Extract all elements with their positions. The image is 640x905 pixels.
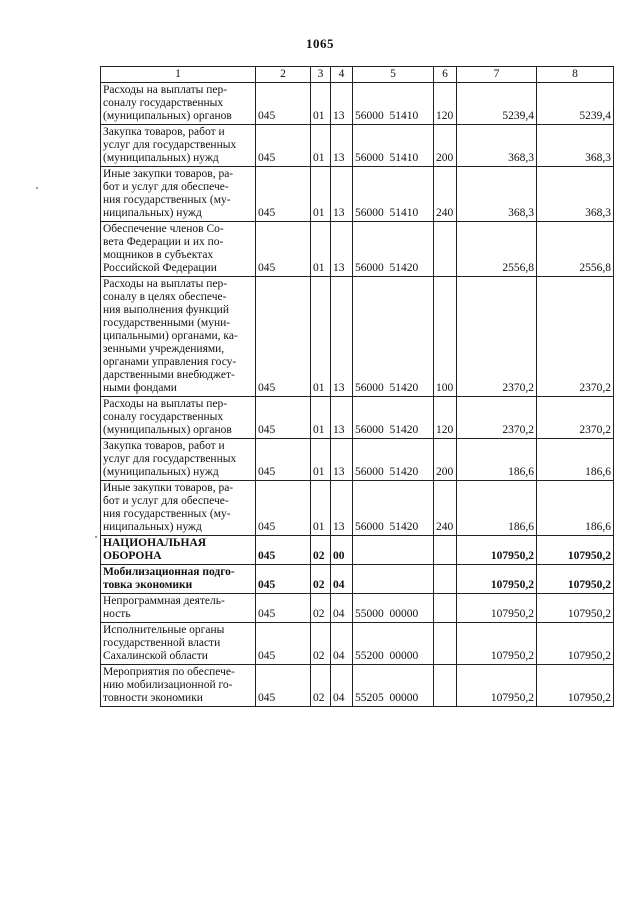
subsection-code-cell: 13 [331,277,353,397]
table-row [101,222,614,277]
amount-cell: 186,6 [537,439,614,481]
subsection-code-cell: 13 [331,125,353,167]
table-row [101,83,614,125]
target-article-cell: 56000 51410 [353,125,434,167]
section-code-cell: 01 [311,125,331,167]
section-code-cell: 01 [311,277,331,397]
expense-type-cell: 200 [434,125,457,167]
amount-cell: 2370,2 [537,277,614,397]
table-row [101,665,614,707]
row-name-cell: Исполнительные органы государственной власти Сахалинской области [101,623,256,665]
row-name-cell: Расходы на выплаты пер- соналу государственных (муниципальных) органов [101,83,256,125]
section-code-cell: 02 [311,665,331,707]
column-header: 5 [353,67,434,83]
target-article-cell: 55200 00000 [353,623,434,665]
target-article-cell: 55000 00000 [353,594,434,623]
row-name-cell: Закупка товаров, работ и услуг для государственных (муниципальных) нужд [101,125,256,167]
expense-type-cell: 240 [434,167,457,222]
section-code-cell: 01 [311,481,331,536]
amount-cell: 2370,2 [457,277,537,397]
grbs-code-cell: 045 [256,594,311,623]
row-name-cell: Расходы на выплаты пер- соналу государственных (муниципальных) органов [101,397,256,439]
subsection-code-cell: 04 [331,594,353,623]
table-row [101,277,614,397]
amount-cell: 2556,8 [537,222,614,277]
target-article-cell: 56000 51410 [353,167,434,222]
amount-cell: 107950,2 [457,565,537,594]
amount-cell: 107950,2 [457,594,537,623]
grbs-code-cell: 045 [256,439,311,481]
section-code-cell: 01 [311,397,331,439]
amount-cell: 5239,4 [537,83,614,125]
section-code-cell: 02 [311,565,331,594]
amount-cell: 107950,2 [537,665,614,707]
target-article-cell: 55205 00000 [353,665,434,707]
table-row [101,623,614,665]
section-code-cell: 01 [311,439,331,481]
expense-type-cell: 120 [434,397,457,439]
grbs-code-cell: 045 [256,481,311,536]
amount-cell: 2370,2 [457,397,537,439]
page-number: 1065 [306,36,334,51]
amount-cell: 368,3 [537,167,614,222]
target-article-cell [353,565,434,594]
row-name-cell: Иные закупки товаров, ра- бот и услуг для обеспече- ния государственных (му- ниципальных) нужд [101,481,256,536]
table-row [101,125,614,167]
target-article-cell: 56000 51420 [353,481,434,536]
expense-type-cell [434,222,457,277]
subsection-code-cell: 13 [331,167,353,222]
amount-cell: 107950,2 [457,536,537,565]
subsection-code-cell: 00 [331,536,353,565]
grbs-code-cell: 045 [256,167,311,222]
amount-cell: 107950,2 [537,565,614,594]
row-name-cell: Иные закупки товаров, ра- бот и услуг для обеспече- ния государственных (му- ниципальных) нужд [101,167,256,222]
table-row [101,565,614,594]
amount-cell: 107950,2 [537,536,614,565]
amount-cell: 368,3 [457,125,537,167]
table-row [101,439,614,481]
column-header: 8 [537,67,614,83]
column-header: 4 [331,67,353,83]
amount-cell: 2556,8 [457,222,537,277]
amount-cell: 107950,2 [537,594,614,623]
row-name-cell: Расходы на выплаты пер- соналу в целях обеспече- ния выполнения функций государственными (муни- ципальными) органами, ка- зенными учреждениями, органами управления госу- дарственными внебюджет- ными фондами [101,277,256,397]
table-row [101,397,614,439]
header-row [101,67,614,83]
grbs-code-cell: 045 [256,565,311,594]
grbs-code-cell: 045 [256,536,311,565]
amount-cell: 368,3 [457,167,537,222]
column-header: 7 [457,67,537,83]
grbs-code-cell: 045 [256,665,311,707]
grbs-code-cell: 045 [256,397,311,439]
expense-type-cell: 200 [434,439,457,481]
grbs-code-cell: 045 [256,125,311,167]
expense-type-cell: 240 [434,481,457,536]
expense-type-cell [434,536,457,565]
target-article-cell: 56000 51420 [353,397,434,439]
subsection-code-cell: 13 [331,397,353,439]
amount-cell: 186,6 [537,481,614,536]
section-code-cell: 02 [311,594,331,623]
column-header: 2 [256,67,311,83]
amount-cell: 107950,2 [457,623,537,665]
subsection-code-cell: 13 [331,481,353,536]
table-row [101,594,614,623]
grbs-code-cell: 045 [256,83,311,125]
amount-cell: 107950,2 [537,623,614,665]
section-code-cell: 02 [311,623,331,665]
expense-type-cell [434,623,457,665]
target-article-cell: 56000 51420 [353,222,434,277]
amount-cell: 368,3 [537,125,614,167]
budget-table [100,66,614,707]
amount-cell: 2370,2 [537,397,614,439]
subsection-code-cell: 13 [331,83,353,125]
row-name-cell: Закупка товаров, работ и услуг для государственных (муниципальных) нужд [101,439,256,481]
subsection-code-cell: 13 [331,439,353,481]
amount-cell: 107950,2 [457,665,537,707]
expense-type-cell [434,665,457,707]
table-row [101,481,614,536]
grbs-code-cell: 045 [256,222,311,277]
table-row [101,167,614,222]
subsection-code-cell: 04 [331,665,353,707]
column-header: 3 [311,67,331,83]
row-name-cell: Мероприятия по обеспече- нию мобилизационной го- товности экономики [101,665,256,707]
section-code-cell: 01 [311,167,331,222]
section-code-cell: 01 [311,83,331,125]
expense-type-cell [434,594,457,623]
amount-cell: 5239,4 [457,83,537,125]
table-body [101,83,614,707]
target-article-cell: 56000 51420 [353,277,434,397]
subsection-code-cell: 04 [331,623,353,665]
target-article-cell: 56000 51410 [353,83,434,125]
table-row [101,536,614,565]
row-name-cell: Непрограммная деятель- ность [101,594,256,623]
grbs-code-cell: 045 [256,277,311,397]
scan-mark [95,536,97,538]
row-name-cell: Мобилизационная подго- товка экономики [101,565,256,594]
amount-cell: 186,6 [457,439,537,481]
amount-cell: 186,6 [457,481,537,536]
row-name-cell: Обеспечение членов Со- вета Федерации и их по- мощников в субъектах Российской Федерации [101,222,256,277]
section-code-cell: 02 [311,536,331,565]
expense-type-cell: 120 [434,83,457,125]
scan-mark [36,187,38,189]
subsection-code-cell: 04 [331,565,353,594]
expense-type-cell: 100 [434,277,457,397]
target-article-cell: 56000 51420 [353,439,434,481]
grbs-code-cell: 045 [256,623,311,665]
expense-type-cell [434,565,457,594]
column-header: 1 [101,67,256,83]
target-article-cell [353,536,434,565]
section-code-cell: 01 [311,222,331,277]
row-name-cell: НАЦИОНАЛЬНАЯ ОБОРОНА [101,536,256,565]
column-header: 6 [434,67,457,83]
subsection-code-cell: 13 [331,222,353,277]
